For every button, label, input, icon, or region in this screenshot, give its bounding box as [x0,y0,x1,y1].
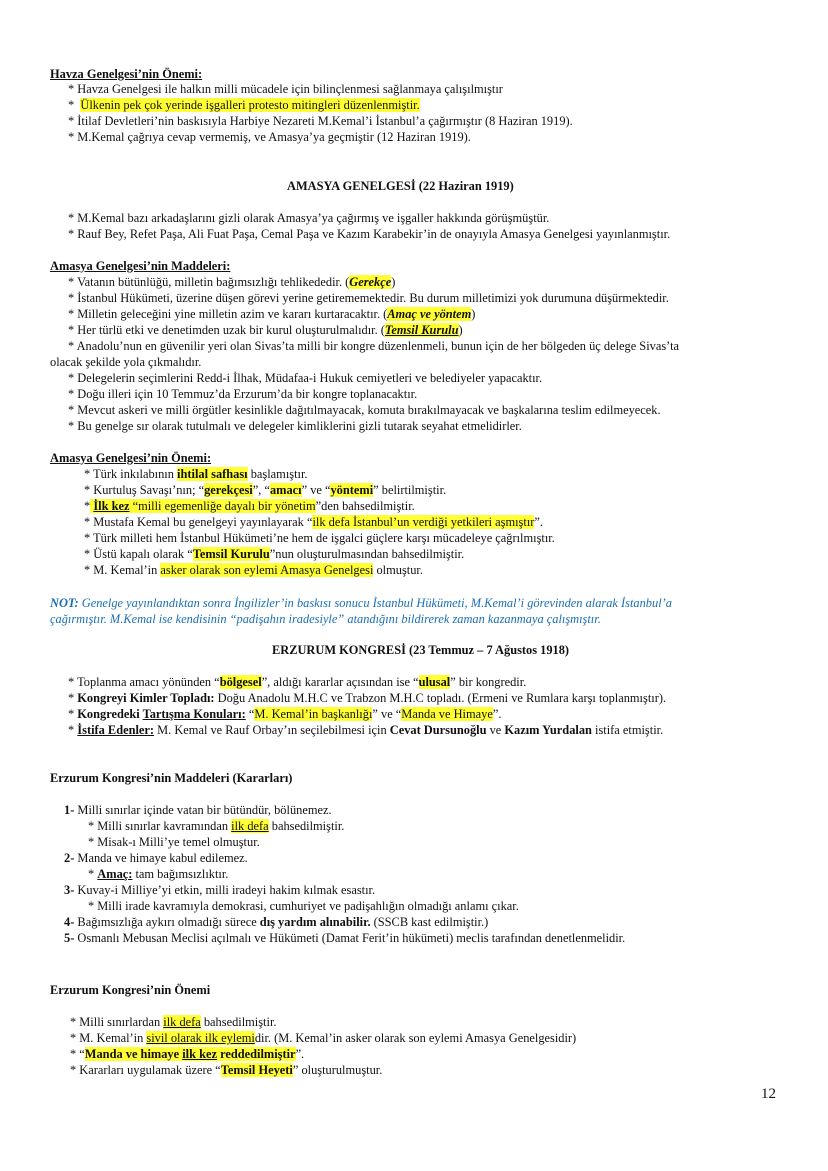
erzurum-imp-4-c: ” oluşturulmuştur. [292,1063,383,1077]
erzurum-imp-1-c: bahsedilmiştir. [200,1015,277,1029]
amasya-imp-2-g: ” belirtilmiştir. [373,483,447,497]
amasya-note-text-1: Genelge yayınlandıktan sonra İngilizler’in baskısı sonucu İstanbul Hükümeti, M.Kemal’i görevinden alarak İstanbul’a [78,596,672,610]
erzurum-decision-1-num: 1- [64,803,75,817]
erzurum-decision-1-sub-1-a: * Milli sınırlar kavramından [88,819,232,833]
erzurum-item-4-name-2: Kazım Yurdalan [504,723,592,737]
erzurum-item-3 [68,707,501,722]
erzurum-decision-2-sub-text: tam bağımsızlıktır. [132,867,229,881]
erzurum-item-1 [68,675,526,690]
erzurum-decision-2-num: 2- [64,851,75,865]
amasya-note-label: NOT: [50,596,79,610]
amasya-article-4: * Her türlü etki ve denetimden uzak bir kurul oluşturulmalıdır. (Temsil Kurulu) [68,323,463,337]
erzurum-item-4-label: İstifa Edenler: [77,723,155,737]
erzurum-item-3-label-b: Tartışma Konuları: [142,707,246,721]
amasya-imp-6-a: * Üstü kapalı olarak “ [84,547,193,561]
amasya-imp-2-amac: amacı [269,483,302,497]
erzurum-item-3-bullet: * [68,707,78,721]
amasya-imp-2-a: * Kurtuluş Savaşı’nın; “ [84,483,205,497]
erzurum-decision-3-text: Kuvay-i Milliye’yi etkin, milli iradeyi hakim kılmak esastır. [74,883,376,897]
amasya-article-1-tag: Gerekçe [349,275,392,289]
amasya-importance-heading: Amasya Genelgesi’nin Önemi: [50,451,212,465]
havza-item-1: * Havza Genelgesi ile halkın milli mücadele için bilinçlenmesi sağlanmaya çalışılmıştır [68,82,503,96]
amasya-article-1: * Vatanın bütünlüğü, milletin bağımsızlığı tehlikededir. (Gerekçe) [68,275,396,289]
erzurum-importance-4 [70,1063,382,1078]
havza-heading: Havza Genelgesi’nin Önemi: [50,67,203,81]
amasya-imp-1-c: başlamıştır. [247,467,308,481]
erzurum-decision-1-sub-1 [88,819,344,834]
amasya-importance-5: * Türk milleti hem İstanbul Hükümeti’ne hem de işgalci güçlere karşı mücadeleye çağrılmıştır. [84,531,555,545]
erzurum-item-1-a: * Toplanma amacı yönünden “ [68,675,220,689]
erzurum-decision-3-sub: * Milli irade kavramıyla demokrasi, cumhuriyet ve padişahlığın olmadığı anlamı çıkar. [88,899,519,913]
amasya-article-4-tag: Temsil Kurulu [384,323,459,337]
erzurum-imp-2-hl: sivil olarak ilk eylemi [146,1031,255,1045]
erzurum-imp-3-hl-b: reddedilmiştir [216,1047,296,1061]
erzurum-item-2-text: Doğu Anadolu M.H.C ve Trabzon M.H.C topladı. (Ermeni ve Rumlara karşı toplanmıştır). [214,691,667,705]
amasya-article-8: * Mevcut askeri ve milli örgütler kesinlikle dağıtılmayacak, komuta bırakılmayacak ve başkalarına teslim edilmeyecek. [68,403,661,417]
erzurum-item-2-label: Kongreyi Kimler Topladı: [77,691,215,705]
erzurum-decision-4-a: Bağımsızlığa aykırı olmadığı sürece [74,915,260,929]
erzurum-imp-1-hl: ilk defa [163,1015,201,1029]
amasya-note-line-1 [50,596,672,611]
amasya-imp-6-c: ”nun oluşturulmasından bahsedilmiştir. [269,547,465,561]
erzurum-importance-2 [70,1031,576,1046]
erzurum-decision-5-num: 5- [64,931,75,945]
erzurum-decision-2-text: Manda ve himaye kabul edilemez. [74,851,248,865]
amasya-article-3: * Milletin geleceğini yine milletin azim ve kararı kurtaracaktır. (Amaç ve yöntem) [68,307,476,321]
amasya-importance-4 [84,515,543,530]
erzurum-item-1-bolgesel: bölgesel [219,675,262,689]
amasya-importance-7 [84,563,423,578]
erzurum-decision-1-sub-1-c: bahsedilmiştir. [268,819,345,833]
erzurum-item-2 [68,691,666,706]
amasya-article-1-text: * Vatanın bütünlüğü, milletin bağımsızlığı tehlikededir. ( [68,275,350,289]
amasya-article-4-text: * Her türlü etki ve denetimden uzak bir kurul oluşturulmalıdır. ( [68,323,385,337]
amasya-article-3-text: * Milletin geleceğini yine milletin azim ve kararı kurtaracaktır. ( [68,307,388,321]
amasya-imp-4-hl: ilk defa İstanbul’un verdiği yetkileri aşmıştır [312,515,535,529]
erzurum-item-1-e: ” bir kongredir. [450,675,527,689]
erzurum-decision-4 [64,915,488,930]
amasya-article-3-tag: Amaç ve yöntem [387,307,472,321]
amasya-imp-2-gerekce: gerekçesi [204,483,253,497]
amasya-imp-2-c: ”, “ [252,483,270,497]
erzurum-decision-1-sub-1-hl: ilk defa [231,819,269,833]
amasya-imp-4-a: * Mustafa Kemal bu genelgeyi yayınlayarak “ [84,515,313,529]
amasya-article-7: * Doğu illeri için 10 Temmuz’da Erzurum’da bir kongre toplanacaktır. [68,387,418,401]
havza-item-2-highlight: Ülkenin pek çok yerinde işgalleri protesto mitingleri düzenlenmiştir. [80,98,420,112]
erzurum-item-3-hl-2: Manda ve Himaye [401,707,493,721]
amasya-imp-3-d: ”den bahsedilmiştir. [315,499,415,513]
erzurum-item-4-end: istifa etmiştir. [591,723,664,737]
erzurum-imp-2-c: dir. (M. Kemal’in asker olarak son eylemi Amasya Genelgesidir) [254,1031,577,1045]
erzurum-imp-3-ilk-kez: ilk kez [182,1047,217,1061]
erzurum-importance-heading: Erzurum Kongresi’nin Önemi [50,983,211,997]
havza-item-2 [68,98,420,113]
amasya-imp-7-c: olmuştur. [373,563,423,577]
erzurum-item-3-q1: “ [245,707,255,721]
havza-item-3: * İtilaf Devletleri’nin baskısıyla Harbiye Nezareti M.Kemal’i İstanbul’a çağırmıştır (8 Haziran 1919). [68,114,573,128]
erzurum-item-3-hl-1: M. Kemal’in başkanlığı [254,707,373,721]
page-number: 12 [761,1086,776,1102]
erzurum-decision-2-sub [88,867,228,882]
amasya-imp-7-hl: asker olarak son eylemi Amasya Genelgesi [160,563,374,577]
amasya-imp-3-ilk-kez: İlk kez [93,499,130,513]
amasya-article-9: * Bu genelge sır olarak tutulmalı ve delegeler kimliklerini gizli tutarak seyahat etmelidirler. [68,419,522,433]
erzurum-item-1-ulusal: ulusal [418,675,451,689]
erzurum-decision-2-sub-label: Amaç: [97,867,133,881]
amasya-article-2: * İstanbul Hükümeti, üzerine düşen görevi yerine getirememektedir. Bu durum milletimizi yok durumuna düşürmektedir. [68,291,669,305]
erzurum-decision-1 [64,803,332,818]
amasya-importance-1 [84,467,308,482]
erzurum-item-3-q2: ” ve “ [372,707,402,721]
amasya-imp-2-e: ” ve “ [301,483,331,497]
amasya-imp-3-hl: “milli egemenliğe dayalı bir yönetim [129,499,316,513]
erzurum-decisions-heading: Erzurum Kongresi’nin Maddeleri (Kararları) [50,771,293,785]
erzurum-item-3-end: ”. [492,707,502,721]
erzurum-item-2-bullet: * [68,691,78,705]
erzurum-item-4 [68,723,663,738]
erzurum-decision-3 [64,883,375,898]
erzurum-decision-4-bold: dış yardım alınabilir. [259,915,371,929]
amasya-imp-3-bullet: * [84,499,91,513]
erzurum-item-4-bullet: * [68,723,78,737]
erzurum-imp-2-a: * M. Kemal’in [70,1031,147,1045]
erzurum-decision-1-text: Milli sınırlar içinde vatan bir bütündür, bölünemez. [74,803,332,817]
erzurum-decision-2 [64,851,248,866]
erzurum-decision-3-num: 3- [64,883,75,897]
erzurum-item-3-label-a: Kongredeki [77,707,143,721]
amasya-article-5a: * Anadolu’nun en güvenilir yeri olan Sivas’ta milli bir kongre düzenlenmeli, bunun için de her bölgeden üç delege Sivas’ta [68,339,680,353]
amasya-note-line-2: çağırmıştır. M.Kemal ise kendisinin “padişahın iradesiyle” atandığını bildirerek zaman kazanmaya çalışmıştır. [50,612,601,626]
erzurum-title: ERZURUM KONGRESİ (23 Temmuz – 7 Ağustos 1918) [272,643,570,657]
erzurum-decision-5-text: Osmanlı Mebusan Meclisi açılmalı ve Hükümeti (Damat Ferit’in hükümeti) meclis tarafından denetlenmelidir. [74,931,626,945]
amasya-importance-2 [84,483,446,498]
amasya-imp-7-a: * M. Kemal’in [84,563,161,577]
amasya-imp-1-a: * Türk inkılabının [84,467,178,481]
erzurum-decision-2-sub-bullet: * [88,867,98,881]
erzurum-item-4-name-1: Cevat Dursunoğlu [389,723,487,737]
erzurum-importance-1 [70,1015,276,1030]
amasya-articles-heading: Amasya Genelgesi’nin Maddeleri: [50,259,231,273]
erzurum-decision-5 [64,931,625,946]
amasya-article-6: * Delegelerin seçimlerini Redd-i İlhak, Müdafaa-i Hukuk cemiyetleri ve belediyeler yapacaktır. [68,371,543,385]
erzurum-decision-1-sub-2: * Misak-ı Milli’ye temel olmuştur. [88,835,260,849]
erzurum-decision-4-c: (SSCB kast edilmiştir.) [370,915,489,929]
amasya-imp-2-yontem: yöntemi [330,483,374,497]
erzurum-item-4-text: M. Kemal ve Rauf Orbay’ın seçilebilmesi için [154,723,390,737]
erzurum-imp-1-a: * Milli sınırlardan [70,1015,164,1029]
erzurum-imp-3-end: ”. [295,1047,305,1061]
amasya-imp-1-hl: ihtilal safhası [177,467,248,481]
amasya-imp-4-c: ”. [534,515,544,529]
erzurum-imp-3-hl-a: Manda ve himaye [84,1047,183,1061]
erzurum-imp-3-a: * “ [70,1047,85,1061]
erzurum-imp-4-a: * Kararları uygulamak üzere “ [70,1063,221,1077]
erzurum-importance-3 [70,1047,304,1062]
havza-item-2-bullet: * [68,98,75,112]
amasya-importance-6 [84,547,464,562]
amasya-imp-6-hl: Temsil Kurulu [192,547,270,561]
erzurum-item-4-and: ve [486,723,505,737]
amasya-article-5b: olacak şekilde yola çıkmalıdır. [50,355,202,369]
amasya-intro-1: * M.Kemal bazı arkadaşlarını gizli olarak Amasya’ya çağırmış ve işgaller hakkında görüşmüştür. [68,211,550,225]
havza-item-4: * M.Kemal çağrıya cevap vermemiş, ve Amasya’ya geçmiştir (12 Haziran 1919). [68,130,471,144]
erzurum-item-1-c: ”, aldığı kararlar açısından ise “ [261,675,419,689]
amasya-importance-3 [84,499,415,514]
erzurum-decision-4-num: 4- [64,915,75,929]
amasya-intro-2: * Rauf Bey, Refet Paşa, Ali Fuat Paşa, Cemal Paşa ve Kazım Karabekir’in de onayıyla Amasya Genelgesi yayınlanmıştır. [68,227,671,241]
amasya-title: AMASYA GENELGESİ (22 Haziran 1919) [287,179,514,193]
erzurum-imp-4-hl: Temsil Heyeti [220,1063,293,1077]
